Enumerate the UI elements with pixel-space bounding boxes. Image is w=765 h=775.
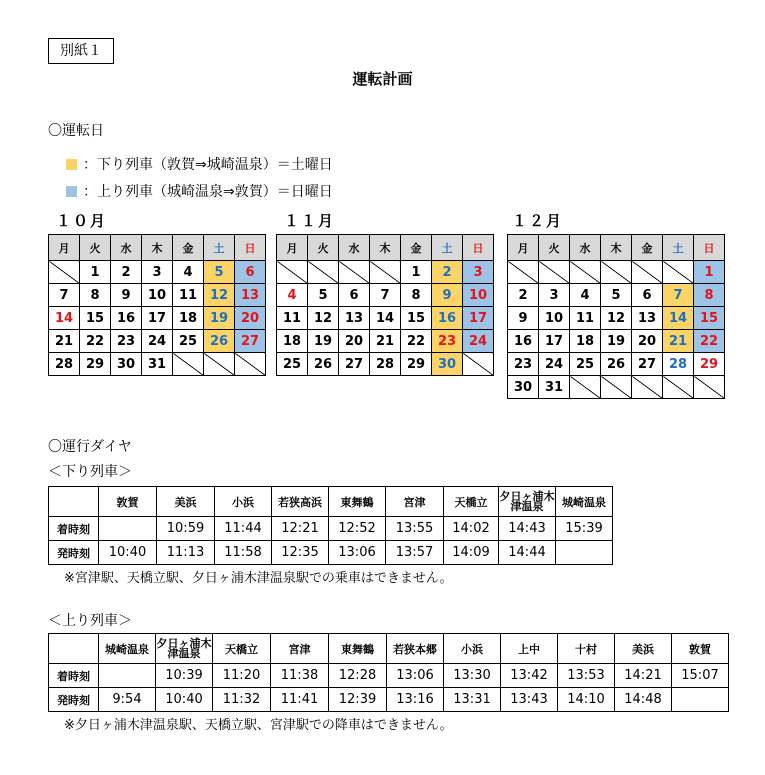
- day-cell: 18: [277, 330, 308, 353]
- day-cell: 11: [277, 307, 308, 330]
- station-header: 東舞鶴: [329, 487, 386, 517]
- empty-day-cell: [694, 376, 725, 399]
- day-cell: 6: [235, 261, 266, 284]
- empty-day-cell: [601, 261, 632, 284]
- time-cell: 15:07: [672, 664, 729, 688]
- day-cell: 15: [80, 307, 111, 330]
- weekday-header: 木: [601, 235, 632, 261]
- day-cell: 17: [463, 307, 494, 330]
- empty-day-cell: [235, 353, 266, 376]
- day-cell: 30: [508, 376, 539, 399]
- day-cell: 16: [111, 307, 142, 330]
- day-cell: 5: [308, 284, 339, 307]
- up-note: ※夕日ヶ浦木津温泉駅、天橋立駅、宮津駅での降車はできません。: [64, 718, 453, 733]
- day-cell: 20: [632, 330, 663, 353]
- day-cell: 24: [539, 353, 570, 376]
- legend-text-down: ：下り列車（敦賀⇒城崎温泉）＝土曜日: [83, 157, 333, 173]
- day-cell: 5: [204, 261, 235, 284]
- page-title: 運転計画: [352, 70, 413, 88]
- station-header: 天橋立: [444, 487, 499, 517]
- day-cell: 20: [235, 307, 266, 330]
- day-cell: 9: [508, 307, 539, 330]
- empty-day-cell: [49, 261, 80, 284]
- corner-cell: [49, 634, 99, 664]
- day-cell: 11: [173, 284, 204, 307]
- day-cell: 22: [80, 330, 111, 353]
- time-cell: 13:43: [501, 688, 558, 712]
- legend-swatch-sunday: [66, 186, 77, 197]
- depart-row-label: 発時刻: [49, 688, 99, 712]
- weekday-header: 火: [80, 235, 111, 261]
- time-cell: 11:44: [215, 517, 272, 541]
- day-cell: 2: [508, 284, 539, 307]
- time-cell: 11:32: [213, 688, 271, 712]
- time-cell: 11:38: [271, 664, 329, 688]
- day-cell: 28: [49, 353, 80, 376]
- time-cell: 13:55: [386, 517, 444, 541]
- day-cell: 1: [401, 261, 432, 284]
- weekday-header: 月: [508, 235, 539, 261]
- day-cell: 14: [370, 307, 401, 330]
- depart-row-label: 発時刻: [49, 541, 99, 565]
- empty-day-cell: [663, 261, 694, 284]
- legend-text-up: ：上り列車（城崎温泉⇒敦賀）＝日曜日: [83, 184, 333, 200]
- day-cell: 29: [80, 353, 111, 376]
- empty-day-cell: [204, 353, 235, 376]
- day-cell: 19: [308, 330, 339, 353]
- empty-day-cell: [663, 376, 694, 399]
- station-header: 宮津: [271, 634, 329, 664]
- station-header: 宮津: [386, 487, 444, 517]
- time-cell: 13:31: [444, 688, 501, 712]
- day-cell: 3: [142, 261, 173, 284]
- station-header: 若狭高浜: [272, 487, 329, 517]
- day-cell: 2: [432, 261, 463, 284]
- weekday-header: 土: [204, 235, 235, 261]
- weekday-header: 月: [49, 235, 80, 261]
- day-cell: 23: [111, 330, 142, 353]
- weekday-header: 水: [111, 235, 142, 261]
- time-cell: 12:39: [329, 688, 387, 712]
- day-cell: 25: [173, 330, 204, 353]
- month-label-december: １２月: [512, 212, 564, 230]
- day-cell: 21: [663, 330, 694, 353]
- day-cell: 26: [204, 330, 235, 353]
- station-header: 小浜: [215, 487, 272, 517]
- day-cell: 22: [694, 330, 725, 353]
- time-cell: 14:44: [499, 541, 556, 565]
- month-label-october: １０月: [56, 212, 108, 230]
- station-header: 城崎温泉: [99, 634, 156, 664]
- time-cell: [556, 541, 613, 565]
- day-cell: 13: [632, 307, 663, 330]
- calendar-october: [48, 234, 266, 376]
- weekday-header: 火: [308, 235, 339, 261]
- empty-day-cell: [508, 261, 539, 284]
- empty-day-cell: [570, 261, 601, 284]
- day-cell: 28: [663, 353, 694, 376]
- day-cell: 27: [235, 330, 266, 353]
- day-cell: 16: [432, 307, 463, 330]
- time-cell: 10:40: [156, 688, 213, 712]
- weekday-header: 日: [235, 235, 266, 261]
- weekday-header: 土: [432, 235, 463, 261]
- day-cell: 9: [111, 284, 142, 307]
- time-cell: 13:57: [386, 541, 444, 565]
- weekday-header: 日: [463, 235, 494, 261]
- day-cell: 8: [401, 284, 432, 307]
- time-cell: 13:30: [444, 664, 501, 688]
- annex-label: 別紙１: [48, 38, 114, 64]
- day-cell: 23: [432, 330, 463, 353]
- day-cell: 11: [570, 307, 601, 330]
- empty-day-cell: [463, 353, 494, 376]
- weekday-header: 木: [370, 235, 401, 261]
- time-cell: 12:21: [272, 517, 329, 541]
- day-cell: 18: [173, 307, 204, 330]
- corner-cell: [49, 487, 99, 517]
- time-cell: [99, 664, 156, 688]
- day-cell: 4: [570, 284, 601, 307]
- down-train-label: ＜下り列車＞: [48, 464, 132, 480]
- day-cell: 10: [142, 284, 173, 307]
- down-timetable: [48, 486, 613, 565]
- legend-up: [66, 181, 333, 201]
- day-cell: 28: [370, 353, 401, 376]
- day-cell: 25: [277, 353, 308, 376]
- day-cell: 5: [601, 284, 632, 307]
- weekday-header: 金: [632, 235, 663, 261]
- time-cell: 11:58: [215, 541, 272, 565]
- day-cell: 14: [663, 307, 694, 330]
- time-cell: 13:16: [387, 688, 444, 712]
- day-cell: 26: [601, 353, 632, 376]
- time-cell: 13:53: [558, 664, 615, 688]
- day-cell: 7: [49, 284, 80, 307]
- empty-day-cell: [370, 261, 401, 284]
- down-note: ※宮津駅、天橋立駅、夕日ヶ浦木津温泉駅での乗車はできません。: [64, 571, 453, 586]
- station-header: 若狭本郷: [387, 634, 444, 664]
- time-cell: 11:13: [157, 541, 215, 565]
- day-cell: 21: [370, 330, 401, 353]
- time-cell: 12:28: [329, 664, 387, 688]
- day-cell: 2: [111, 261, 142, 284]
- day-cell: 22: [401, 330, 432, 353]
- time-cell: 14:43: [499, 517, 556, 541]
- day-cell: 30: [111, 353, 142, 376]
- day-cell: 4: [173, 261, 204, 284]
- day-cell: 6: [632, 284, 663, 307]
- timetable-heading: 〇運行ダイヤ: [48, 439, 132, 455]
- time-cell: 14:48: [615, 688, 672, 712]
- arrive-row-label: 着時刻: [49, 517, 99, 541]
- calendar-november: [276, 234, 494, 376]
- empty-day-cell: [570, 376, 601, 399]
- time-cell: 11:41: [271, 688, 329, 712]
- empty-day-cell: [632, 261, 663, 284]
- weekday-header: 日: [694, 235, 725, 261]
- time-cell: 14:02: [444, 517, 499, 541]
- time-cell: 10:39: [156, 664, 213, 688]
- day-cell: 15: [694, 307, 725, 330]
- station-header: 敦賀: [672, 634, 729, 664]
- empty-day-cell: [632, 376, 663, 399]
- day-cell: 31: [539, 376, 570, 399]
- day-cell: 24: [463, 330, 494, 353]
- day-cell: 4: [277, 284, 308, 307]
- time-cell: 15:39: [556, 517, 613, 541]
- station-header: 上中: [501, 634, 558, 664]
- day-cell: 17: [142, 307, 173, 330]
- time-cell: 10:40: [99, 541, 157, 565]
- day-cell: 18: [570, 330, 601, 353]
- empty-day-cell: [539, 261, 570, 284]
- day-cell: 16: [508, 330, 539, 353]
- day-cell: 29: [694, 353, 725, 376]
- weekday-header: 金: [401, 235, 432, 261]
- time-cell: [99, 517, 157, 541]
- day-cell: 8: [80, 284, 111, 307]
- empty-day-cell: [173, 353, 204, 376]
- legend-swatch-saturday: [66, 159, 77, 170]
- day-cell: 25: [570, 353, 601, 376]
- month-label-november: １１月: [284, 212, 336, 230]
- day-cell: 23: [508, 353, 539, 376]
- day-cell: 12: [601, 307, 632, 330]
- operation-days-heading: 〇運転日: [48, 123, 104, 139]
- time-cell: 14:09: [444, 541, 499, 565]
- weekday-header: 木: [142, 235, 173, 261]
- day-cell: 10: [539, 307, 570, 330]
- day-cell: 1: [80, 261, 111, 284]
- station-header: 小浜: [444, 634, 501, 664]
- day-cell: 13: [235, 284, 266, 307]
- time-cell: 12:52: [329, 517, 386, 541]
- day-cell: 8: [694, 284, 725, 307]
- time-cell: 12:35: [272, 541, 329, 565]
- day-cell: 27: [632, 353, 663, 376]
- weekday-header: 月: [277, 235, 308, 261]
- station-header: 東舞鶴: [329, 634, 387, 664]
- day-cell: 6: [339, 284, 370, 307]
- day-cell: 12: [204, 284, 235, 307]
- day-cell: 20: [339, 330, 370, 353]
- weekday-header: 水: [339, 235, 370, 261]
- time-cell: 13:06: [387, 664, 444, 688]
- station-header: 夕日ヶ浦木津温泉: [499, 487, 556, 517]
- day-cell: 12: [308, 307, 339, 330]
- time-cell: 14:21: [615, 664, 672, 688]
- time-cell: 13:06: [329, 541, 386, 565]
- day-cell: 17: [539, 330, 570, 353]
- arrive-row-label: 着時刻: [49, 664, 99, 688]
- station-header: 城崎温泉: [556, 487, 613, 517]
- day-cell: 13: [339, 307, 370, 330]
- station-header: 十村: [558, 634, 615, 664]
- day-cell: 21: [49, 330, 80, 353]
- station-header: 美浜: [615, 634, 672, 664]
- day-cell: 30: [432, 353, 463, 376]
- day-cell: 19: [601, 330, 632, 353]
- time-cell: 9:54: [99, 688, 156, 712]
- day-cell: 24: [142, 330, 173, 353]
- day-cell: 26: [308, 353, 339, 376]
- time-cell: 14:10: [558, 688, 615, 712]
- weekday-header: 土: [663, 235, 694, 261]
- day-cell: 27: [339, 353, 370, 376]
- empty-day-cell: [308, 261, 339, 284]
- day-cell: 19: [204, 307, 235, 330]
- station-header: 夕日ヶ浦木津温泉: [156, 634, 213, 664]
- station-header: 天橋立: [213, 634, 271, 664]
- day-cell: 31: [142, 353, 173, 376]
- day-cell: 14: [49, 307, 80, 330]
- day-cell: 7: [663, 284, 694, 307]
- day-cell: 29: [401, 353, 432, 376]
- time-cell: 11:20: [213, 664, 271, 688]
- day-cell: 3: [463, 261, 494, 284]
- station-header: 敦賀: [99, 487, 157, 517]
- weekday-header: 金: [173, 235, 204, 261]
- day-cell: 10: [463, 284, 494, 307]
- time-cell: 10:59: [157, 517, 215, 541]
- weekday-header: 水: [570, 235, 601, 261]
- up-timetable: [48, 633, 729, 712]
- station-header: 美浜: [157, 487, 215, 517]
- empty-day-cell: [339, 261, 370, 284]
- weekday-header: 火: [539, 235, 570, 261]
- legend-down: [66, 154, 333, 174]
- day-cell: 15: [401, 307, 432, 330]
- time-cell: 13:42: [501, 664, 558, 688]
- calendar-december: [507, 234, 725, 399]
- day-cell: 7: [370, 284, 401, 307]
- time-cell: [672, 688, 729, 712]
- day-cell: 1: [694, 261, 725, 284]
- empty-day-cell: [277, 261, 308, 284]
- up-train-label: ＜上り列車＞: [48, 613, 132, 629]
- day-cell: 9: [432, 284, 463, 307]
- day-cell: 3: [539, 284, 570, 307]
- empty-day-cell: [601, 376, 632, 399]
